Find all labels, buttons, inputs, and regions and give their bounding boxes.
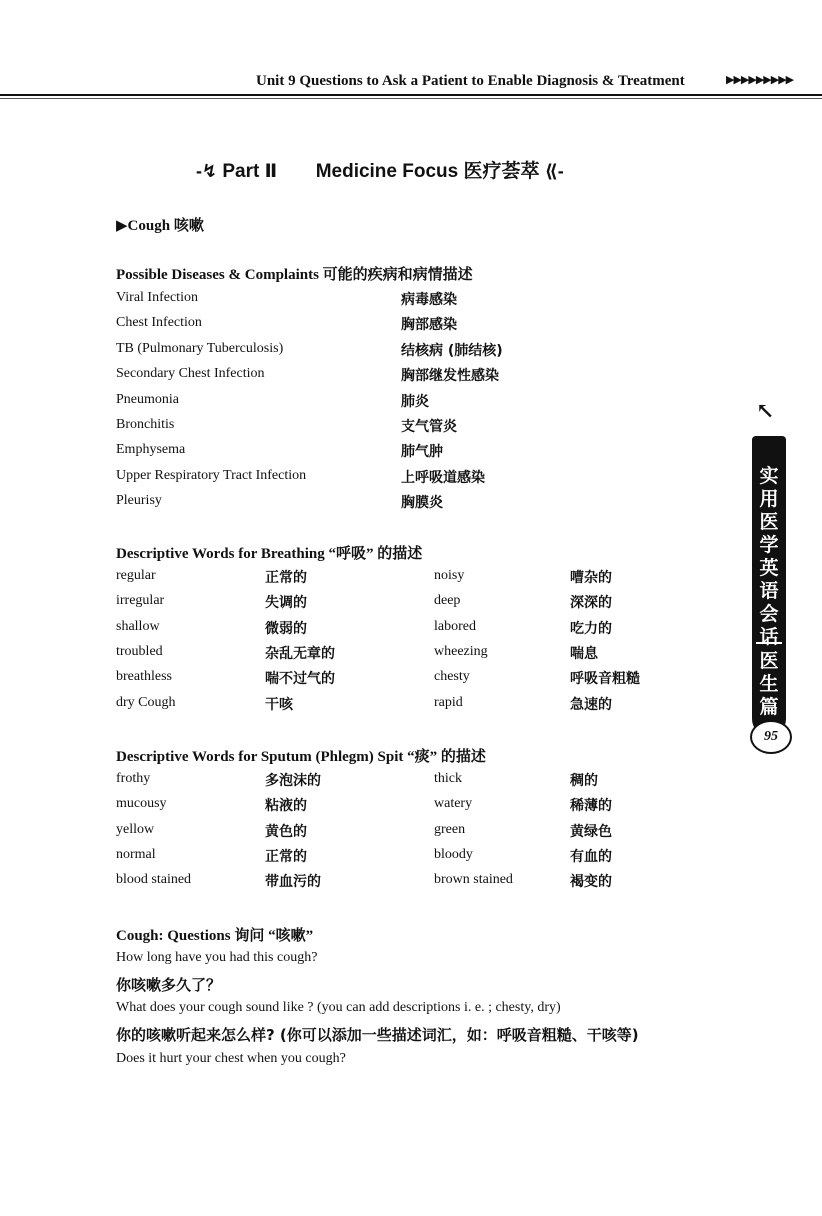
word-zh: 正常的 <box>265 570 307 586</box>
cough-label: Cough 咳嗽 <box>127 218 204 234</box>
header-rule <box>0 94 822 96</box>
disease-en: Chest Infection <box>116 315 202 331</box>
word-en: frothy <box>116 771 151 786</box>
disease-zh: 病毒感染 <box>401 292 457 308</box>
sidebar-char: 英 <box>759 557 779 579</box>
running-header: Unit 9 Questions to Ask a Patient to Enable Diagnosis & Treatment <box>256 73 685 89</box>
triangle-marker-icon: ▶ <box>116 218 128 234</box>
question-en: Does it hurt your chest when you cough? <box>116 1051 346 1066</box>
part-title-text: Medicine Focus 医疗荟萃 <box>315 161 540 182</box>
word-en: yellow <box>116 821 155 837</box>
disease-zh: 肺气肿 <box>401 444 443 461</box>
disease-en: Secondary Chest Infection <box>116 366 265 382</box>
questions-heading: Cough: Questions 询问 “咳嗽” <box>116 928 314 944</box>
sidebar-char: 会 <box>759 603 779 625</box>
disease-en: TB (Pulmonary Tuberculosis) <box>116 340 284 356</box>
cough-heading <box>116 214 204 235</box>
sidebar-top-icon: ↖ <box>756 398 775 423</box>
word-en: wheezing <box>434 643 488 659</box>
disease-en: Pneumonia <box>116 391 179 407</box>
word-zh: 多泡沫的 <box>265 773 321 789</box>
word-zh: 嘈杂的 <box>570 570 612 586</box>
sidebar-char: 篇 <box>759 696 779 718</box>
word-en: deep <box>434 593 461 609</box>
word-en: watery <box>434 796 473 812</box>
sidebar-char: 生 <box>759 673 779 695</box>
word-zh: 吃力的 <box>570 620 612 637</box>
word-zh: 失调的 <box>265 595 307 612</box>
deco-right-icon: ⟪- <box>544 161 564 181</box>
disease-zh: 上呼吸道感染 <box>401 469 485 486</box>
sputum-heading: Descriptive Words for Sputum (Phlegm) Spit “痰” 的描述 <box>116 749 486 765</box>
disease-zh: 支气管炎 <box>401 419 457 435</box>
word-zh: 喘息 <box>570 645 598 662</box>
breathing-heading: Descriptive Words for Breathing “呼吸” 的描述 <box>116 546 423 562</box>
part-title <box>196 156 564 183</box>
disease-zh: 胸膜炎 <box>401 495 443 512</box>
disease-en: Bronchitis <box>116 417 175 432</box>
question-en: What does your cough sound like ? (you can add descriptions i. e. ; chesty, dry) <box>116 1000 561 1015</box>
sidebar-char: 医 <box>759 511 779 533</box>
word-en: chesty <box>434 669 470 685</box>
word-zh: 干咳 <box>265 696 293 713</box>
disease-en: Viral Infection <box>116 290 198 305</box>
word-en: mucousy <box>116 796 167 812</box>
word-en: blood stained <box>116 872 192 888</box>
word-en: thick <box>434 771 462 786</box>
disease-zh: 结核病 (肺结核) <box>401 342 503 359</box>
word-en: regular <box>116 568 156 583</box>
part-label: Part Ⅱ <box>222 161 278 182</box>
disease-zh: 胸部继发性感染 <box>401 368 499 385</box>
disease-en: Upper Respiratory Tract Infection <box>116 467 307 483</box>
sidebar-separator <box>756 642 782 644</box>
sidebar-char: 用 <box>759 488 779 510</box>
word-en: shallow <box>116 618 160 634</box>
sidebar-char: 语 <box>759 580 779 602</box>
word-zh: 微弱的 <box>265 620 307 637</box>
sidebar-char: 医 <box>759 650 779 672</box>
word-en: labored <box>434 618 476 634</box>
word-zh: 黄绿色 <box>570 823 612 840</box>
word-zh: 黄色的 <box>265 823 307 840</box>
word-zh: 深深的 <box>570 595 612 612</box>
word-en: dry Cough <box>116 694 176 710</box>
word-en: bloody <box>434 846 473 862</box>
word-zh: 褐变的 <box>570 874 612 891</box>
disease-en: Emphysema <box>116 442 186 458</box>
disease-zh: 肺炎 <box>401 393 429 410</box>
word-en: normal <box>116 846 156 862</box>
word-zh: 正常的 <box>265 848 307 865</box>
word-en: irregular <box>116 593 165 609</box>
sidebar-char: 实 <box>759 465 779 487</box>
question-zh: 你的咳嗽听起来怎么样? (你可以添加一些描述词汇，如：呼吸音粗糙、干咳等) <box>116 1026 639 1044</box>
diseases-heading: Possible Diseases & Complaints 可能的疾病和病情描述 <box>116 267 473 283</box>
word-zh: 稠的 <box>570 773 598 789</box>
page-number: 95 <box>750 720 792 754</box>
deco-left-icon: -↯ <box>196 161 218 181</box>
question-zh: 你咳嗽多久了？ <box>116 976 222 994</box>
word-zh: 稀薄的 <box>570 798 612 815</box>
header-rule-thin <box>0 98 822 99</box>
word-zh: 粘液的 <box>265 798 307 815</box>
word-zh: 呼吸音粗糙 <box>570 671 640 688</box>
disease-zh: 胸部感染 <box>401 317 457 334</box>
question-en: How long have you had this cough? <box>116 950 318 965</box>
word-en: rapid <box>434 694 463 710</box>
word-zh: 带血污的 <box>265 874 321 891</box>
header-arrows: ▶▶▶▶▶▶▶▶▶ <box>726 74 794 86</box>
disease-en: Pleurisy <box>116 493 162 509</box>
word-en: green <box>434 821 466 837</box>
word-zh: 有血的 <box>570 848 612 865</box>
word-en: breathless <box>116 669 172 685</box>
word-zh: 急速的 <box>570 696 612 713</box>
word-en: noisy <box>434 568 465 583</box>
word-en: troubled <box>116 643 163 659</box>
word-en: brown stained <box>434 872 513 888</box>
sidebar-char: 学 <box>759 534 779 556</box>
word-zh: 喘不过气的 <box>265 671 335 688</box>
sidebar-char: 话 <box>759 626 779 648</box>
word-zh: 杂乱无章的 <box>265 645 335 662</box>
